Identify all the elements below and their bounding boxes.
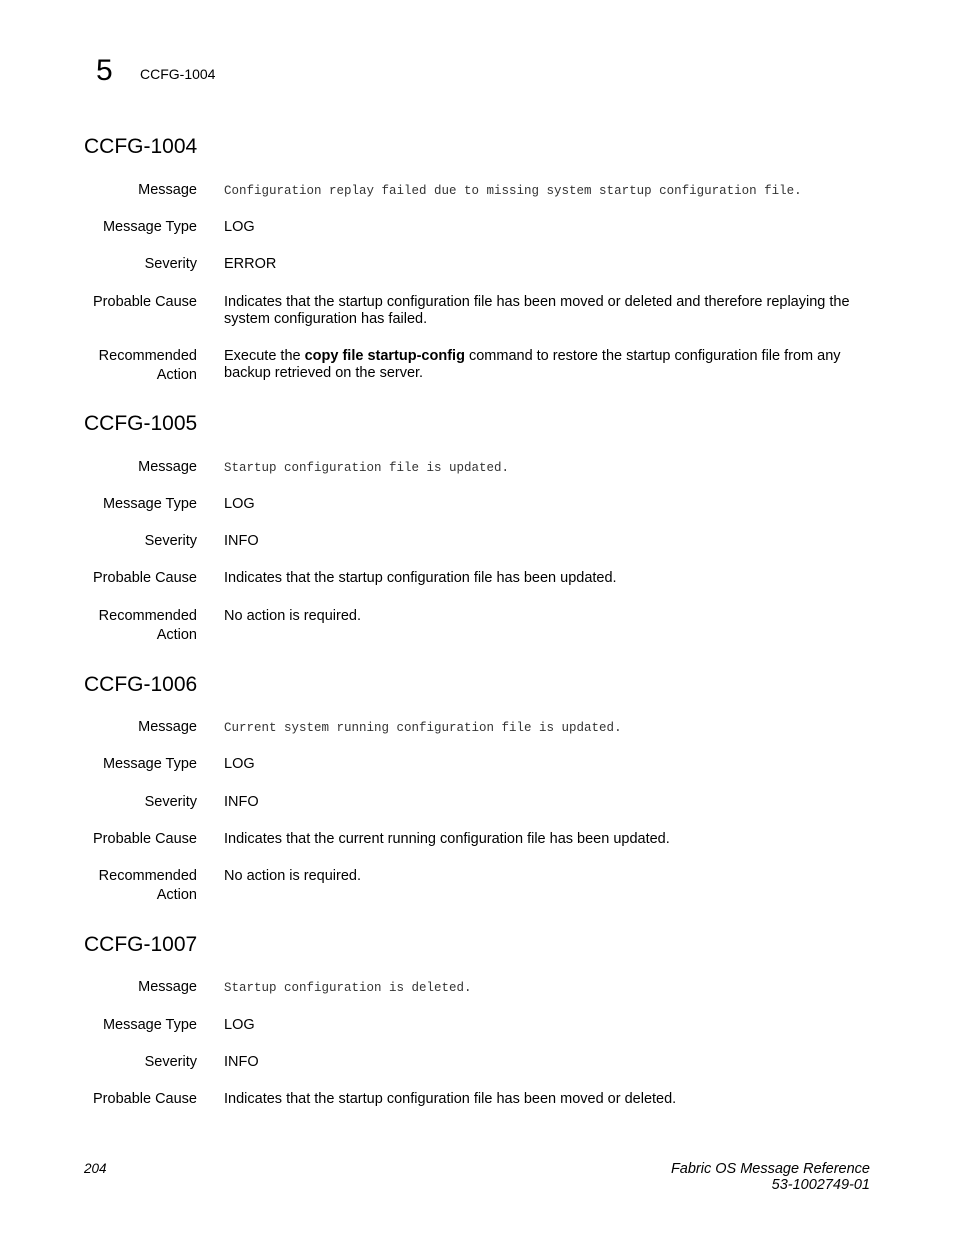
probable-cause-text: Indicates that the startup configuration file has been moved or deleted. [224,1091,677,1107]
doc-id: 53-1002749-01 [771,1177,870,1193]
chapter-number: 5 [96,54,113,87]
message-type-label: Message Type [102,496,197,512]
probable-cause-label: Probable Cause [93,294,197,310]
severity-value: INFO [224,1054,259,1070]
severity-label: Severity [144,256,197,272]
recommended-word: Recommended [98,348,197,364]
probable-cause-label: Probable Cause [93,831,197,847]
entry-title: CCFG-1007 [84,933,198,956]
doc-title: Fabric OS Message Reference [670,1161,870,1177]
page-number: 204 [84,1161,107,1176]
message-type-label: Message Type [102,756,197,772]
probable-cause-label: Probable Cause [93,1091,197,1107]
recommended-action-label [60,347,197,385]
action-suffix: command to restore the startup configuration file from any backup retrieved on the server. [224,348,841,381]
action-word: Action [156,627,197,643]
recommended-word: Recommended [98,608,197,624]
message-type-value: LOG [224,756,255,772]
recommended-action-text: No action is required. [224,868,362,884]
message-type-label: Message Type [102,1017,197,1033]
message-text: Startup configuration is deleted. [224,981,472,995]
message-text: Configuration replay failed due to missing system startup configuration file. [224,184,802,198]
command-name: copy file startup-config [304,348,465,364]
recommended-action-label [60,867,197,905]
message-label: Message [138,459,197,475]
message-type-value: LOG [224,496,255,512]
probable-cause-label: Probable Cause [93,570,197,586]
probable-cause-text: Indicates that the startup configuration file has been moved or deleted and therefore replaying the system configuration has failed. [224,294,850,327]
recommended-action-label [60,607,197,645]
message-text: Startup configuration file is updated. [224,461,510,475]
recommended-action-text [224,348,874,382]
entry-title: CCFG-1004 [84,135,198,158]
severity-value: INFO [224,533,259,549]
entry-title: CCFG-1005 [84,412,198,435]
message-text: Current system running configuration file is updated. [224,721,622,735]
recommended-action-text: No action is required. [224,608,362,624]
severity-label: Severity [144,794,197,810]
probable-cause-text: Indicates that the current running configuration file has been updated. [224,831,670,847]
message-type-label: Message Type [102,219,197,235]
message-type-value: LOG [224,219,255,235]
severity-value: INFO [224,794,259,810]
entry-title: CCFG-1006 [84,673,198,696]
message-label: Message [138,719,197,735]
message-type-value: LOG [224,1017,255,1033]
action-word: Action [156,367,197,383]
action-prefix: Execute the [224,348,305,364]
severity-label: Severity [144,533,197,549]
recommended-word: Recommended [98,868,197,884]
severity-value: ERROR [224,256,277,272]
probable-cause-text: Indicates that the startup configuration file has been updated. [224,570,617,586]
message-label: Message [138,979,197,995]
severity-label: Severity [144,1054,197,1070]
footer-doc-info [671,1161,870,1193]
running-header: CCFG-1004 [140,66,216,82]
action-word: Action [156,887,197,903]
message-label: Message [138,182,197,198]
